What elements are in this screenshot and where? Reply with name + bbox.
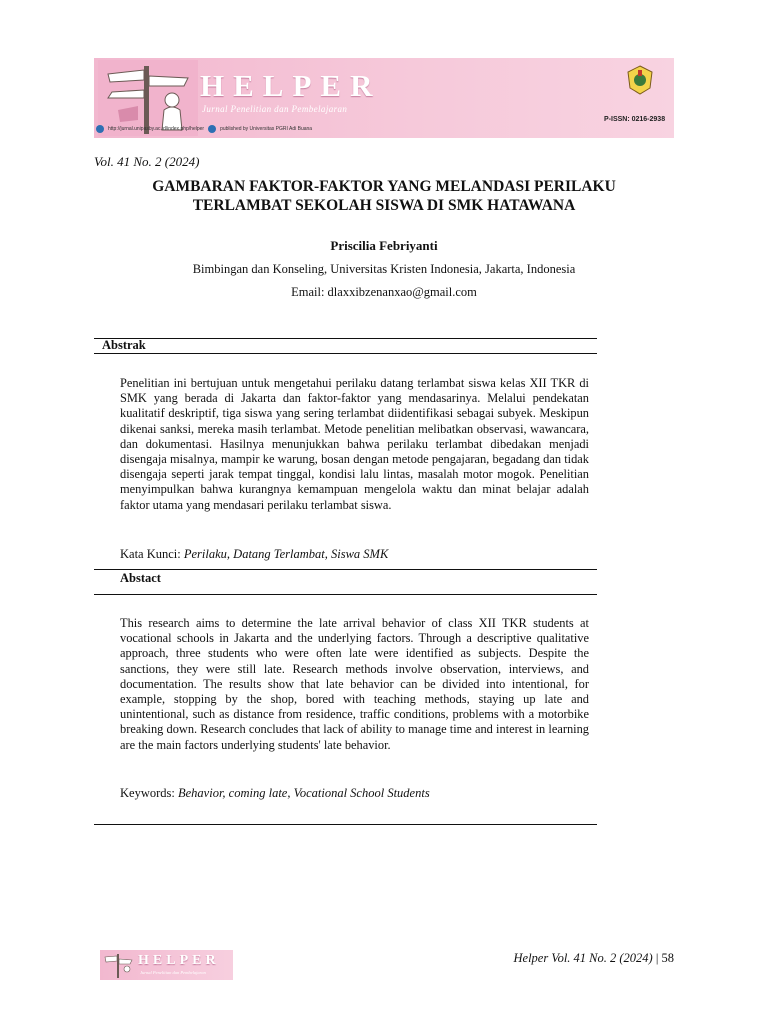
abstract-heading: Abstact (120, 571, 161, 585)
abstract-bottom-rule (94, 594, 597, 595)
article-title (94, 177, 674, 215)
author-affiliation: Bimbingan dan Konseling, Universitas Kristen Indonesia, Jakarta, Indonesia (192, 262, 576, 276)
footer-logo-title: HELPER (138, 953, 220, 968)
abstrak-text: Penelitian ini bertujuan untuk mengetahui perilaku datang terlambat siswa kelas XII TKR di SMK yang berada di Jakarta dan faktor-faktor yang mendasarinya. Melalui pendekatan kualitatif deskriptif, tiga siswa yang sering terlambat diidentifikasi sebagai subyek. Meskipun dikenai sanksi, mereka masih terlambat. Metode penelitian melibatkan observasi, wawancara, dan dokumentasi. Hasilnya menunjukkan bahwa perilaku terlambat dibedakan menjadi disengaja misalnya, mampir ke warung, bosan dengan metode pengajaran, begadang dan tidak disengaja seperti jarak tempat tinggal, kondisi lalu lintas, masalah motor mogok. Penelitian menyimpulkan bahwa kurangnya kemampuan mengelola waktu dan minat belajar adalah faktor utama yang mendasari perilaku terlambat siswa. (120, 376, 589, 512)
abstract-keywords-value: Behavior, coming late, Vocational School Students (177, 786, 430, 800)
title-line-2: TERLAMBAT SEKOLAH SISWA DI SMK HATAWANA (192, 197, 576, 214)
abstract-end-rule (94, 824, 597, 825)
abstract-top-rule (94, 569, 597, 570)
abstrak-bottom-rule (94, 353, 597, 354)
abstrak-top-rule (94, 338, 597, 339)
abstrak-heading: Abstrak (102, 338, 146, 352)
abstrak-keywords-value: Perilaku, Datang Terlambat, Siswa SMK (183, 547, 389, 561)
abstract-keywords (120, 786, 430, 801)
abstract-text: This research aims to determine the late arrival behavior of class XII TKR students at vocational schools in Jakarta and the underlying factors. Through a descriptive qualitative approach, three students who were often late were identified as subjects. Despite the sanctions, they were still late. Research methods involve observation, interviews, and documentation. The results show that late behavior can be divided into intentional, for example, stopping by the shop, bored with teaching methods, staying up late and unintentional, such as distance from residence, traffic conditions, problems with a motorbike breaking down. Research concludes that lack of ability to manage time and interest in learning are the main factors underlying students' late behavior. (120, 616, 589, 752)
volume-label: Vol. 41 No. 2 (2024) (94, 154, 200, 169)
author-name: Priscilia Febriyanti (330, 238, 438, 253)
banner-title: HELPER (200, 68, 382, 103)
publisher-text: published by Universitas PGRI Adi Buana (220, 126, 313, 132)
abstrak-keywords (120, 547, 388, 562)
footer-signpost-icon (102, 952, 136, 978)
abstract-keywords-label: Keywords: (120, 786, 178, 800)
footer-page-info (514, 951, 675, 966)
abstrak-keywords-label: Kata Kunci: (120, 547, 184, 561)
issn-label: P-ISSN: 0216-2938 (604, 116, 666, 123)
footer-separator: | (652, 951, 662, 965)
globe-icon (96, 125, 104, 133)
journal-banner (94, 58, 674, 138)
footer-logo (100, 950, 233, 980)
footer-journal: Helper Vol. 41 No. 2 (2024) (513, 951, 653, 965)
publisher-icon (208, 125, 216, 133)
banner-subtitle: Jurnal Penelitian dan Pembelajaran (202, 104, 348, 114)
title-line-1: GAMBARAN FAKTOR-FAKTOR YANG MELANDASI PERILAKU (152, 178, 616, 195)
page-number: 58 (661, 951, 674, 965)
banner-links (96, 125, 312, 133)
author-email[interactable]: Email: dlaxxibzenanxao@gmail.com (291, 285, 477, 299)
footer-logo-subtitle: Jurnal Penelitian dan Pembelajaran (140, 970, 206, 975)
journal-url-link[interactable]: http://jurnal.unipasby.ac.id/index.php/helper (108, 126, 205, 132)
university-emblem-icon (626, 64, 654, 96)
